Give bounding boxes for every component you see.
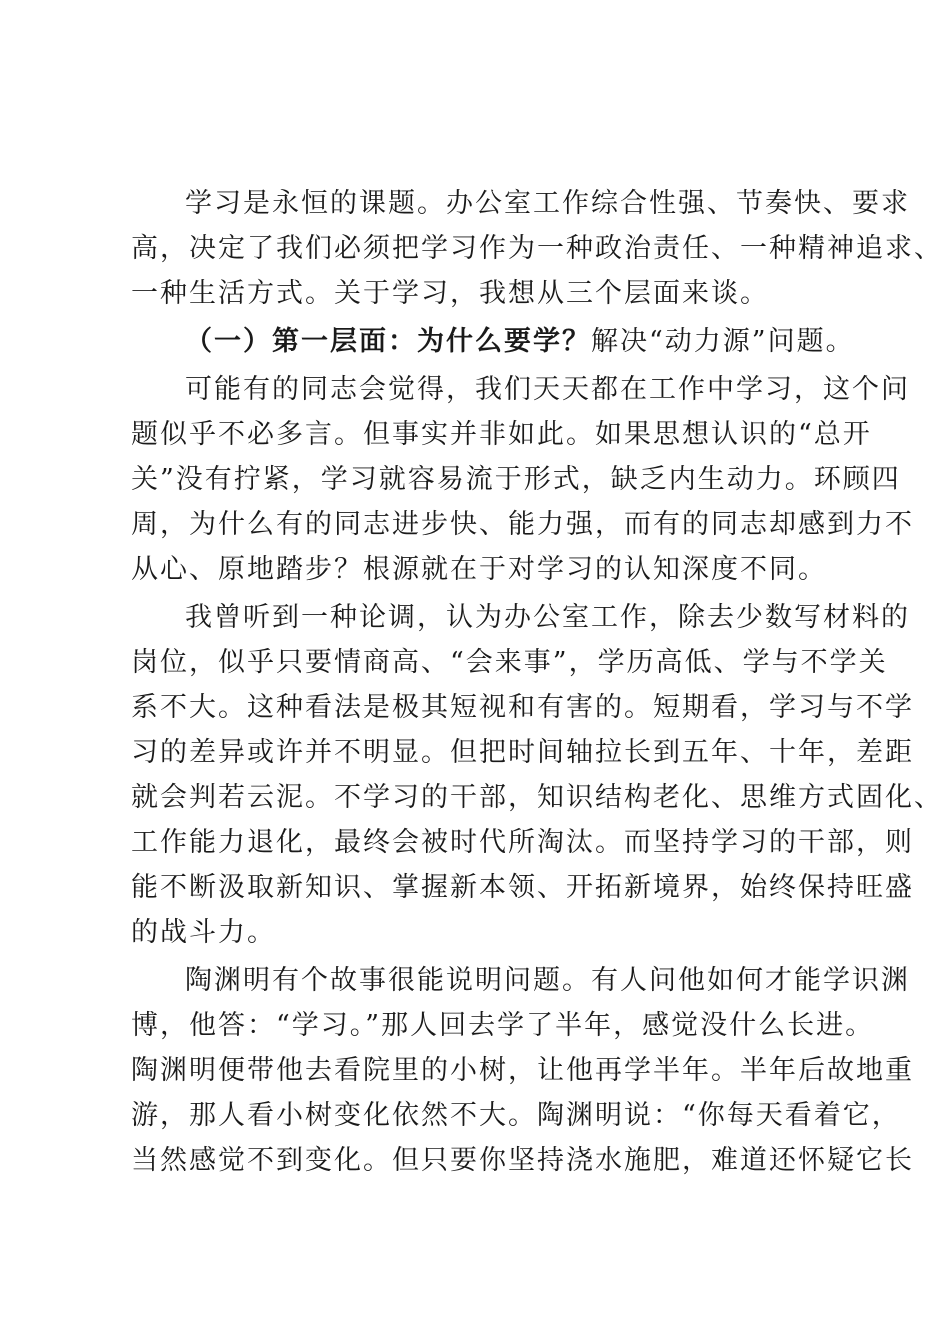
text-line: 陶渊明便带他去看院里的小树，让他再学半年。半年后故地重	[131, 1055, 914, 1086]
text-line: 陶渊明有个故事很能说明问题。有人问他如何才能学识渊	[185, 965, 910, 996]
text-line: 博，他答：“学习。”那人回去学了半年，感觉没什么长进。	[131, 1010, 875, 1041]
document-body	[131, 181, 943, 1186]
section-heading-line	[131, 319, 855, 364]
section-heading-rest: 解决“动力源”问题。	[591, 326, 855, 357]
text-line: 从心、原地踏步？根源就在于对学习的认知深度不同。	[131, 554, 827, 585]
paragraph-intro	[131, 181, 943, 316]
text-line: 的战斗力。	[131, 917, 276, 948]
text-line: 当然感觉不到变化。但只要你坚持浇水施肥，难道还怀疑它长	[131, 1145, 914, 1176]
section-heading-bold: （一）第一层面：为什么要学？	[185, 326, 591, 357]
text-line: 学习是永恒的课题。办公室工作综合性强、节奏快、要求	[185, 188, 910, 219]
text-line: 高，决定了我们必须把学习作为一种政治责任、一种精神追求、	[131, 233, 943, 264]
text-line: 习的差异或许并不明显。但把时间轴拉长到五年、十年，差距	[131, 737, 914, 768]
text-line: 游，那人看小树变化依然不大。陶渊明说：“你每天看着它，	[131, 1100, 901, 1131]
text-line: 能不断汲取新知识、掌握新本领、开拓新境界，始终保持旺盛	[131, 872, 914, 903]
text-line: 题似乎不必多言。但事实并非如此。如果思想认识的“总开	[131, 419, 872, 450]
text-line: 周，为什么有的同志进步快、能力强，而有的同志却感到力不	[131, 509, 914, 540]
text-line: 就会判若云泥。不学习的干部，知识结构老化、思维方式固化、	[131, 782, 943, 813]
paragraph-motivation	[131, 367, 914, 592]
text-line: 关”没有拧紧，学习就容易流于形式，缺乏内生动力。环顾四	[131, 464, 901, 495]
text-line: 系不大。这种看法是极其短视和有害的。短期看，学习与不学	[131, 692, 914, 723]
text-line: 一种生活方式。关于学习，我想从三个层面来谈。	[131, 278, 769, 309]
text-line: 我曾听到一种论调，认为办公室工作，除去少数写材料的	[185, 602, 910, 633]
paragraph-viewpoint	[131, 595, 943, 955]
text-line: 工作能力退化，最终会被时代所淘汰。而坚持学习的干部，则	[131, 827, 914, 858]
text-line: 岗位，似乎只要情商高、“会来事”，学历高低、学与不学关	[131, 647, 888, 678]
section-heading	[131, 319, 855, 364]
text-line: 可能有的同志会觉得，我们天天都在工作中学习，这个问	[185, 374, 910, 405]
paragraph-story	[131, 958, 914, 1183]
